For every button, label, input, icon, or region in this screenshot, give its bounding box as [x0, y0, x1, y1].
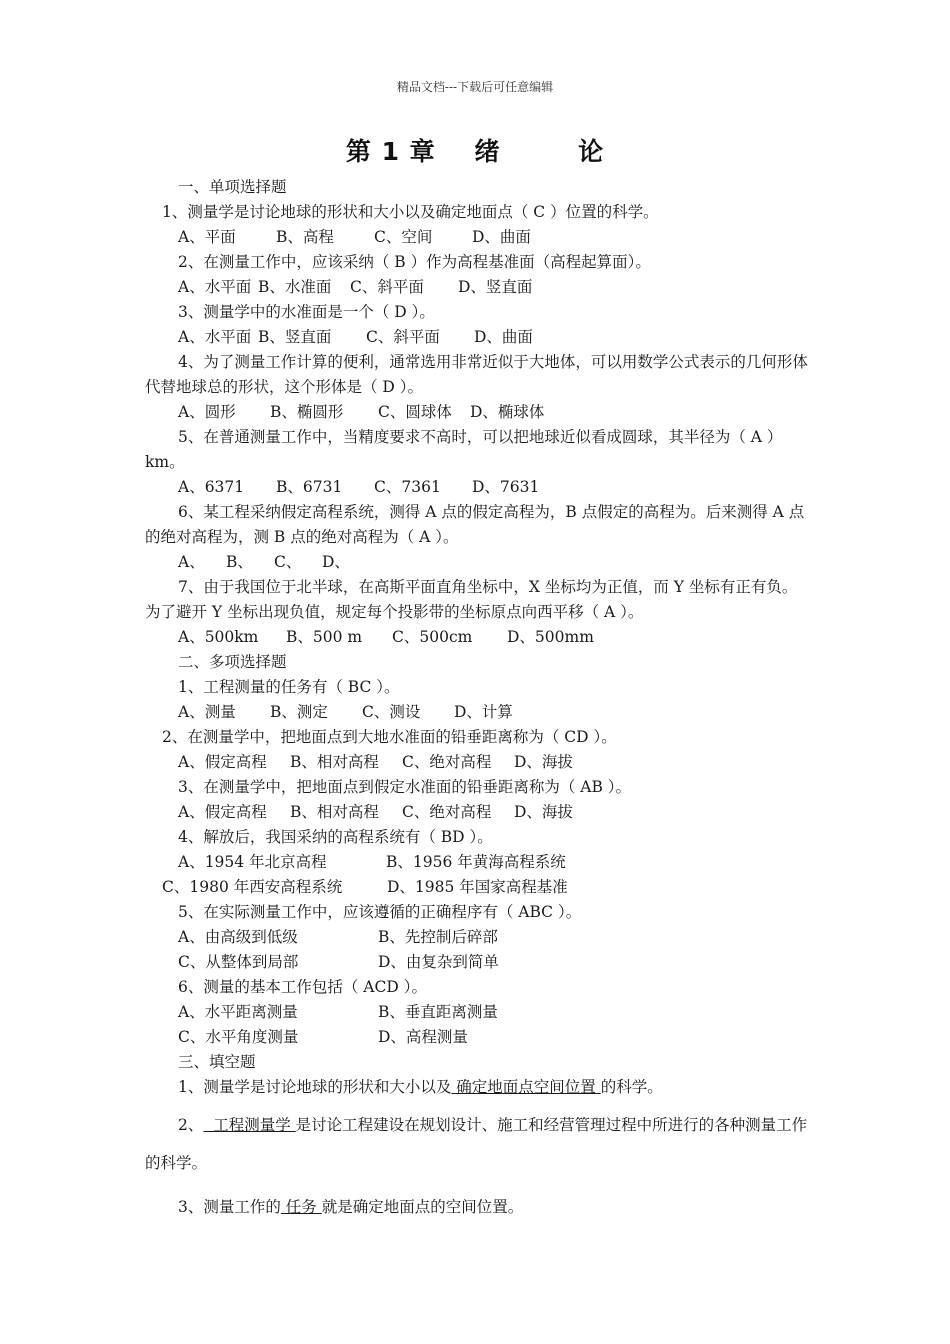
option: D、1985 年国家高程基准 — [387, 878, 568, 896]
fill-answer: 确定地面点空间位置 — [451, 1078, 601, 1096]
option: A、由高级到低级 — [178, 928, 298, 946]
option: C、水平角度测量 — [178, 1028, 299, 1046]
question-text: 2、在测量学中，把地面点到大地水准面的铅垂距离称为（ CD ）。 — [162, 728, 617, 746]
option: D、曲面 — [474, 328, 533, 346]
section-heading: 二、多项选择题 — [178, 653, 287, 671]
question-text: 3、在测量学中，把地面点到假定水准面的铅垂距离称为（ AB ）。 — [178, 778, 632, 796]
option: A、假定高程 — [178, 753, 267, 771]
fill-question: 1、测量学是讨论地球的形状和大小以及 确定地面点空间位置 的科学。 — [178, 1078, 663, 1096]
option: A、平面 — [178, 228, 236, 246]
question-text: 5、在实际测量工作中，应该遵循的正确程序有（ ABC ）。 — [178, 903, 582, 921]
question-options — [145, 1025, 810, 1050]
option: A、 — [178, 553, 205, 571]
question-options — [145, 275, 810, 300]
option: B、相对高程 — [290, 753, 379, 771]
question-text: 6、测量的基本工作包括（ ACD ）。 — [178, 978, 427, 996]
option: B、1956 年黄海高程系统 — [386, 853, 566, 871]
option: C、测设 — [362, 703, 421, 721]
question-options — [145, 325, 810, 350]
option: B、先控制后碎部 — [378, 928, 498, 946]
document-body — [145, 175, 810, 1226]
question-options — [145, 950, 810, 975]
question-options — [145, 925, 810, 950]
question-options — [145, 550, 810, 575]
option: D、椭球体 — [470, 403, 545, 421]
question-text: 3、测量学中的水准面是一个（ D ）。 — [178, 303, 435, 321]
option: B、竖直面 — [258, 328, 332, 346]
option: C、绝对高程 — [402, 803, 492, 821]
option: D、海拔 — [514, 753, 573, 771]
option: B、测定 — [270, 703, 328, 721]
option: D、500mm — [507, 628, 594, 646]
option: D、 — [322, 553, 350, 571]
option: A、1954 年北京高程 — [178, 853, 327, 871]
option: A、水平面 — [178, 328, 252, 346]
option: C、从整体到局部 — [178, 953, 299, 971]
option: D、曲面 — [472, 228, 531, 246]
question-text: 2、在测量工作中，应该采纳（ B ）作为高程基准面（高程起算面）。 — [178, 253, 651, 271]
option: A、水平距离测量 — [178, 1003, 298, 1021]
option: D、高程测量 — [378, 1028, 468, 1046]
option: D、海拔 — [514, 803, 573, 821]
fill-answer: 任务 — [280, 1198, 322, 1216]
question-options — [145, 875, 810, 900]
question-options — [145, 225, 810, 250]
option: A、500km — [178, 628, 259, 646]
question-text: 6、某工程采纳假定高程系统，测得 A 点的假定高程为，B 点假定的高程为。后来测得 A 点的绝对高程为，测 B 点的绝对高程为（ A ）。 — [145, 503, 805, 546]
option: C、空间 — [374, 228, 433, 246]
option: D、由复杂到简单 — [378, 953, 499, 971]
option: D、竖直面 — [458, 278, 533, 296]
option: C、斜平面 — [350, 278, 424, 296]
fill-answer: 工程测量学 — [203, 1116, 296, 1134]
section-heading: 一、单项选择题 — [178, 178, 287, 196]
option: C、1980 年西安高程系统 — [162, 878, 343, 896]
option: B、高程 — [276, 228, 334, 246]
question-text: 5、在普通测量工作中，当精度要求不高时，可以把地球近似看成圆球，其半径为（ A ）km。 — [145, 428, 783, 471]
option: A、假定高程 — [178, 803, 267, 821]
question-text: 4、为了测量工作计算的便利，通常选用非常近似于大地体，可以用数学公式表示的几何形体代替地球总的形状，这个形体是（ D ）。 — [145, 353, 808, 396]
page-header: 精品文档---下载后可任意编辑 — [396, 80, 554, 94]
option: D、计算 — [454, 703, 513, 721]
question-text: 4、解放后，我国采纳的高程系统有（ BD ）。 — [178, 828, 493, 846]
question-options — [145, 1000, 810, 1025]
option: B、垂直距离测量 — [378, 1003, 498, 1021]
option: B、相对高程 — [290, 803, 379, 821]
option: C、绝对高程 — [402, 753, 492, 771]
option: D、7631 — [472, 478, 540, 496]
option: C、7361 — [374, 478, 441, 496]
question-options — [145, 475, 810, 500]
question-options — [145, 400, 810, 425]
option: A、测量 — [178, 703, 236, 721]
option: C、斜平面 — [366, 328, 440, 346]
option: B、500 m — [286, 628, 363, 646]
question-text: 7、由于我国位于北半球，在高斯平面直角坐标中，X 坐标均为正值，而 Y 坐标有正有负。 为了避开 Y 坐标出现负值，规定每个投影带的坐标原点向西平移（ A ）。 — [145, 578, 798, 621]
fill-question: 2、 工程测量学 是讨论工程建设在规划设计、施工和经营管理过程中所进行的各种测量工作的科学。 — [145, 1116, 808, 1172]
option: A、6371 — [178, 478, 245, 496]
option: A、水平面 — [178, 278, 252, 296]
option: B、 — [226, 553, 253, 571]
option: C、圆球体 — [378, 403, 452, 421]
option: C、500cm — [392, 628, 473, 646]
option: B、6731 — [276, 478, 343, 496]
chapter-title: 第 1 章 绪 论 — [345, 137, 605, 166]
option: B、椭圆形 — [270, 403, 344, 421]
option: C、 — [274, 553, 302, 571]
option: B、水准面 — [258, 278, 332, 296]
section-heading: 三、填空题 — [178, 1053, 256, 1071]
question-options — [145, 625, 810, 650]
question-text: 1、测量学是讨论地球的形状和大小以及确定地面点（ C ）位置的科学。 — [162, 203, 659, 221]
question-text: 1、工程测量的任务有（ BC ）。 — [178, 678, 400, 696]
question-options — [145, 800, 810, 825]
question-options — [145, 700, 810, 725]
option: A、圆形 — [178, 403, 236, 421]
fill-question: 3、测量工作的 任务 就是确定地面点的空间位置。 — [178, 1198, 524, 1216]
question-options — [145, 750, 810, 775]
question-options — [145, 850, 810, 875]
